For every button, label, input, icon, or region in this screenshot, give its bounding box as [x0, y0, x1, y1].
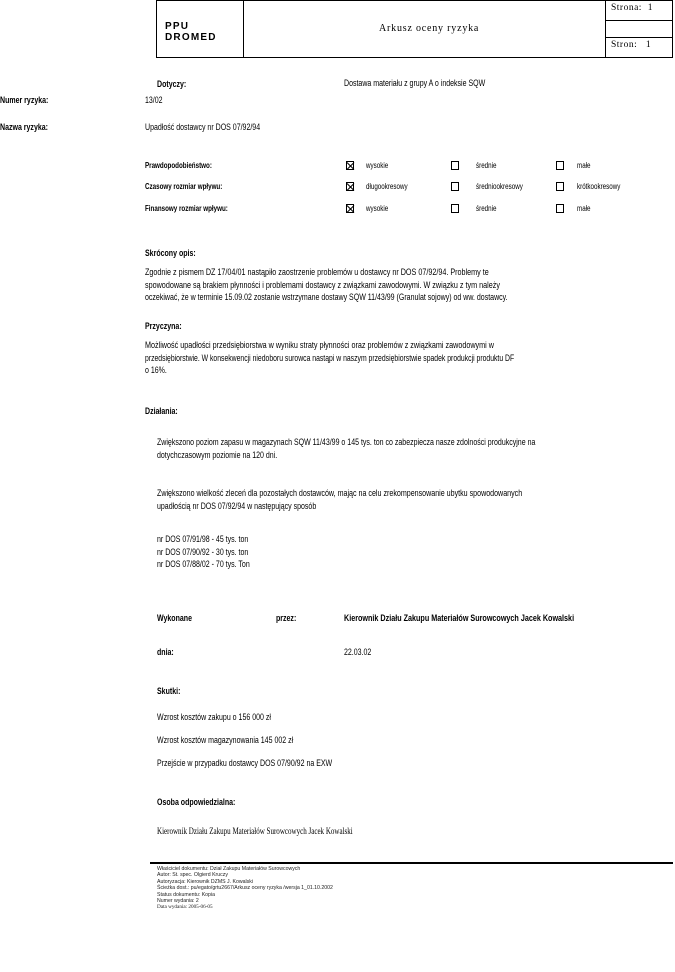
effect-item: Wzrost kosztów zakupu o 156 000 zł — [157, 712, 271, 722]
date-value: 22.03.02 — [344, 647, 372, 657]
document-footer — [157, 866, 333, 911]
list-item: nr DOS 07/88/02 - 70 tys. Ton — [157, 559, 250, 569]
option-label: wysokie — [366, 204, 389, 213]
option-label: krótkookresowy — [577, 182, 621, 191]
footer-divider — [150, 862, 673, 864]
list-item: nr DOS 07/91/98 - 45 tys. ton — [157, 534, 249, 544]
effect-item: Przejście w przypadku dostawcy DOS 07/90/92 na EXW — [157, 758, 333, 768]
list-item: nr DOS 07/90/92 - 30 tys. ton — [157, 546, 249, 557]
description-heading: Skrócony opis: — [145, 248, 196, 258]
footer-line: Data wydania: 2005-06-05 — [157, 904, 213, 911]
effect-item: Wzrost kosztów magazynowania 145 002 zł — [157, 735, 294, 745]
pages-label: Stron: — [611, 40, 638, 50]
divider — [606, 20, 672, 21]
text-line: spowodowane są brakiem płynności i problemami dostawcy z związkami zawodowymi. W związku z tym należy — [145, 279, 500, 290]
executed-label: Wykonane — [157, 613, 192, 623]
option-label: wysokie — [366, 161, 389, 170]
probability-label: Prawdopodobieństwo: — [145, 161, 212, 170]
footer-line: Właściciel dokumentu: Dział Zakupu Materiałów Surowcowych — [157, 866, 301, 872]
option-label: małe — [577, 161, 591, 170]
effects-heading: Skutki: — [157, 686, 181, 696]
checkbox[interactable] — [556, 161, 564, 170]
document-title: Arkusz oceny ryzyka — [379, 23, 480, 34]
page-value: 1 — [647, 3, 653, 13]
checkbox[interactable] — [556, 204, 564, 213]
checkbox[interactable] — [556, 182, 564, 191]
nazwa-label: Nazwa ryzyka: — [0, 122, 49, 132]
option-label: średnie — [476, 204, 497, 213]
text-line: oczekiwać, że w terminie 15.09.02 zostanie wstrzymane dostawy SQW 11/43/99 (Granulat sojowy) od ww. dostawcy. — [145, 292, 508, 302]
description-text — [145, 266, 672, 304]
text-line: Zwiększono poziom zapasu w magazynach SQW 11/43/99 o 145 tys. ton co zabezpiecza nasze zdolności produkcyjne na — [157, 437, 536, 447]
option-label: średniookresowy — [476, 182, 523, 191]
cause-text — [145, 339, 672, 377]
actions-heading: Działania: — [145, 406, 178, 416]
company-cell — [157, 1, 244, 57]
date-label: dnia: — [157, 647, 174, 657]
text-line: Możliwość upadłości przedsiębiorstwa w wyniku straty płynności oraz problemów z związkami zawodowymi w — [145, 340, 494, 350]
page-info-cell — [605, 1, 672, 57]
actions-paragraph-2 — [157, 487, 672, 512]
document-header — [156, 0, 673, 58]
footer-line: Autoryzacja: Kierownik DZMS J. Kowalski — [157, 878, 253, 885]
option-label: średnie — [476, 161, 497, 170]
checkbox-checked[interactable] — [346, 182, 354, 191]
nazwa-value: Upadłość dostawcy nr DOS 07/92/94 — [145, 122, 261, 132]
text-line: dotychczasowym poziomie na 120 dni. — [157, 449, 278, 460]
text-line: Zgodnie z pismem DZ 17/04/01 nastąpiło zaostrzenie problemów u dostawcy nr DOS 07/92/94. Problemy te — [145, 267, 489, 277]
checkbox[interactable] — [451, 204, 459, 213]
cause-heading: Przyczyna: — [145, 321, 182, 331]
text-line: przedsiębiorstwie. W konsekwencji niedoboru surowca nastąpi w naszym przedsiębiorstwie spadek produkcji produktu DF — [145, 352, 515, 363]
executed-by-value: Kierownik Działu Zakupu Materiałów Surowcowych Jacek Kowalski — [344, 613, 575, 623]
footer-line: Autor: St. spec. Olgierd Kruczy — [157, 872, 228, 879]
checkbox[interactable] — [451, 182, 459, 191]
responsible-heading: Osoba odpowiedzialna: — [157, 797, 236, 807]
company-name: PPU DROMED — [165, 21, 217, 43]
numer-value: 13/02 — [145, 95, 163, 105]
pages-value: 1 — [645, 40, 652, 50]
checkbox[interactable] — [451, 161, 459, 170]
footer-line: Status dokumentu: Kopia — [157, 891, 215, 898]
numer-label: Numer ryzyka: — [0, 95, 49, 105]
page-label: Strona: — [611, 3, 642, 13]
option-label: małe — [577, 204, 591, 213]
footer-line: Numer wydania: 2 — [157, 898, 199, 905]
checkbox-checked[interactable] — [346, 204, 354, 213]
option-label: długookresowy — [366, 182, 408, 191]
dotyczy-value: Dostawa materiału z grupy A o indeksie SQW — [344, 78, 486, 88]
financial-impact-label: Finansowy rozmiar wpływu: — [145, 204, 228, 213]
dotyczy-label: Dotyczy: — [157, 79, 187, 89]
checkbox-checked[interactable] — [346, 161, 354, 170]
text-line: o 16%. — [145, 365, 167, 375]
executed-by-label: przez: — [276, 613, 297, 623]
responsible-value: Kierownik Działu Zakupu Materiałów Surowcowych Jacek Kowalski — [157, 826, 353, 836]
actions-list — [157, 533, 457, 571]
divider — [606, 37, 672, 38]
actions-paragraph-1 — [157, 436, 672, 461]
time-impact-label: Czasowy rozmiar wpływu: — [145, 182, 223, 191]
text-line: upadłością nr DOS 07/92/94 w następujący sposób — [157, 500, 317, 511]
footer-line: Ścieżka dost.: pu/egato/grtu2667/Arkusz oceny ryzyka /wersja 1_01.10.2002 — [157, 885, 333, 892]
text-line: Zwiększono wielkość zleceń dla pozostałych dostawców, mając na celu zrekompensowanie ubytku spowodowanych — [157, 488, 523, 498]
